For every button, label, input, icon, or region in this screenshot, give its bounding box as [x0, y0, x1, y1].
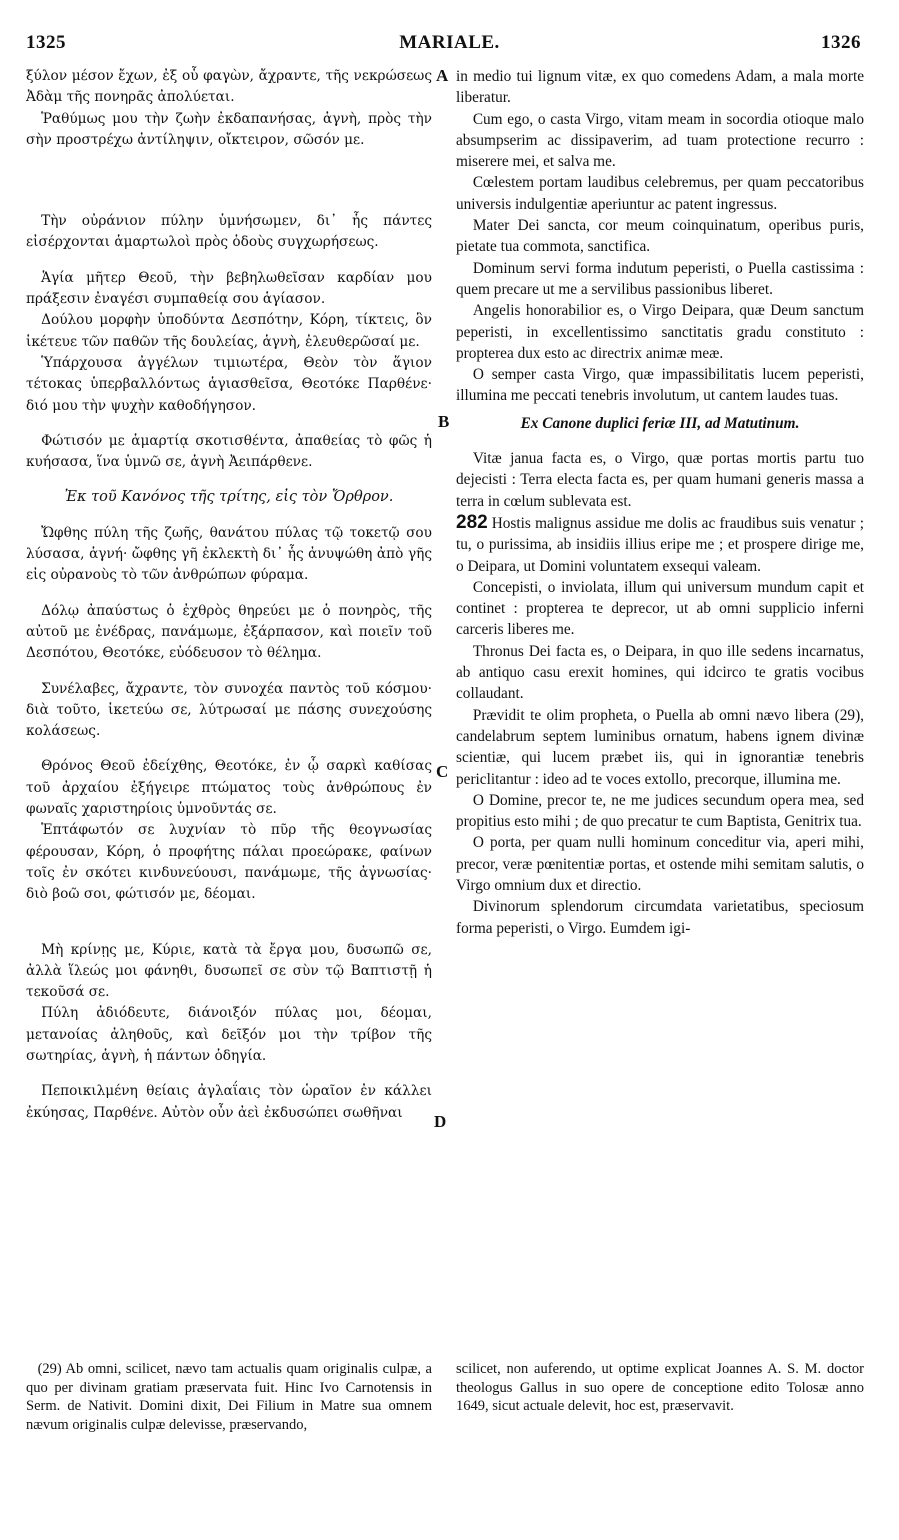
greek-paragraph: Δούλου μορφὴν ὑποδύντα Δεσπότην, Κόρη, τίκτεις, ὃν ἱκέτευε τῶν παθῶν τῆς δουλείας, ἁγνὴ, ἐλευθερῶσαί με. — [26, 312, 432, 350]
greek-paragraph: Συνέλαβες, ἄχραντε, τὸν συνοχέα παντὸς τοῦ κόσμου· διὰ τοῦτο, ἱκετεύω σε, λύτρωσαί με πάσης συνεχούσης κολάσεως. — [26, 680, 432, 740]
greek-paragraph: ξύλον μέσον ἔχων, ἐξ οὗ φαγὼν, ἄχραντε, τῆς νεκρώσεως Ἀδὰμ τῆς πονηρᾶς ἀπολύεται. — [26, 68, 432, 106]
latin-paragraph: O Domine, precor te, ne me judices secundum opera mea, sed propitius esto mihi ; de quo precatur te cum Baptista, Genitrix tua. — [456, 791, 864, 831]
latin-paragraph: Prævidit te olim propheta, o Puella ab omni nævo libera (29), candelabrum septem luminibus ornatum, habens ignem divinæ scientiæ, qui lucem præbet iis, qui in ignorantiæ tenebris periclitantur : ideo ad te voces extollo, precorque, illumina me. — [456, 706, 864, 788]
greek-paragraph: Ὑπάρχουσα ἀγγέλων τιμιωτέρα, Θεὸν τὸν ἅγιον τέτοκας ὑπερβαλλόντως ἁγιασθεῖσα, Θεοτόκε Παρθένε· διό μου τὴν ψυχὴν καθοδήγησον. — [26, 354, 432, 414]
greek-column — [26, 66, 432, 1454]
greek-paragraph: Μὴ κρίνῃς με, Κύριε, κατὰ τὰ ἔργα μου, δυσωπῶ σε, ἀλλὰ ἵλεώς μοι φάνηθι, δυσωπεῖ σε σὺν τῷ Βαπτιστῇ ἡ τεκοῦσά σε. — [26, 941, 432, 1001]
latin-paragraph: Cœlestem portam laudibus celebremus, per quam peccatoribus universis indulgentiæ aperiuntur ac patent ingressus. — [456, 174, 864, 213]
latin-section-heading: Ex Canone duplici feriæ III, ad Matutinum. — [520, 414, 800, 432]
latin-paragraph: Divinorum splendorum circumdata varietatibus, speciosum forma peperisti, o Virgo. Eumdem igi- — [456, 898, 864, 937]
latin-paragraph: Vitæ janua facta es, o Virgo, quæ portas mortis partu tuo dejecisti : Terra electa facta es, per quam humani generis massa a terra in cœlum sublevata est. — [456, 450, 864, 510]
latin-paragraph-text: Hostis malignus assidue me dolis ac fraudibus suis venatur ; tu, o purissima, ab insidiis illius eripe me ; et prospere dirige me, o Deipara, ut Domini voluntatem exsequi valeam. — [456, 514, 864, 575]
section-number: 282 — [456, 511, 488, 533]
running-title: MARIALE. — [399, 32, 500, 53]
greek-paragraph: Τὴν οὐράνιον πύλην ὑμνήσωμεν, δι᾿ ἧς πάντες εἰσέρχονται ἁμαρτωλοὶ πρὸς ὁδοὺς συγχωρήσεως. — [26, 213, 432, 251]
right-page-number: 1326 — [821, 32, 861, 53]
greek-paragraph: Ἁγία μῆτερ Θεοῦ, τὴν βεβηλωθεῖσαν καρδίαν μου πράξεσιν ἐναγέσι συμπαθείᾳ σου ἁγίασον. — [26, 269, 432, 308]
greek-paragraph: Θρόνος Θεοῦ ἐδείχθης, Θεοτόκε, ἐν ᾧ σαρκὶ καθίσας τοῦ ἀρχαίου ἐξήγειρε πτώματος τοὺς ἀνθρώπους ἐν φωναῖς χαριστηρίοις ὑμνοῦντάς σε. — [26, 758, 432, 818]
latin-paragraph: O porta, per quam nulli hominum conceditur via, aperi mihi, precor, veræ pœnitentiæ portas, et ostende mihi semitam salutis, o Virgo omnium dux et directio. — [456, 834, 864, 894]
greek-paragraph: Δόλῳ ἀπαύστως ὁ ἐχθρὸς θηρεύει με ὁ πονηρὸς, τῆς αὐτοῦ με ἐνέδρας, πανάμωμε, ἐξάρπασον, καὶ ποιεῖν τοῦ Δεσπότου, Θεοτόκε, εὐόδευσον τὸ θέλημα. — [26, 602, 432, 662]
greek-paragraph: Ἑπτάφωτόν σε λυχνίαν τὸ πῦρ τῆς θεογνωσίας φέρουσαν, Κόρη, ὁ προφήτης πάλαι προεώρακε, φαίνων τοῖς ἐν σκότει κινδυνεύουσι, πανάμωμε, τῆς ἀγνωσίας· διὸ βοῶ σοι, φώτισόν με, δέομαι. — [26, 822, 432, 903]
latin-paragraph: Thronus Dei facta es, o Deipara, in quo ille sedens incarnatus, ab antiquo casu erexit homines, qui idcirco te gratis vocibus collaudant. — [456, 642, 864, 703]
latin-paragraph: Angelis honorabilior es, o Virgo Deipara, quæ Deum sanctum peperisti, in excellentissimo sanctitatis gradu constituto : propterea dux esto ac directrix animæ meæ. — [456, 302, 864, 362]
margin-letter-b: B — [438, 412, 450, 431]
margin-letter-d: D — [434, 1112, 447, 1131]
margin-letter-c: C — [436, 762, 449, 781]
footnote-text: (29) Ab omni, scilicet, nævo tam actualis quam originalis culpæ, a quo per divinam gratiam præservata fuit. Hinc Ivo Carnotensis in Serm. de Nativit. Domini dixit, Dei Filium in Matre sua omnem nævum originalis culpæ delevisse, præservando, — [26, 1361, 432, 1433]
margin-letter-a: A — [436, 66, 449, 85]
latin-column — [456, 66, 864, 1454]
latin-paragraph: O semper casta Virgo, quæ impassibilitatis lucem peperisti, illumina me peccati tenebris involutum, ut cantem laudes tuas. — [456, 366, 864, 405]
latin-numbered-paragraph — [456, 512, 864, 577]
greek-paragraph: Ῥαθύμως μου τὴν ζωὴν ἐκδαπανήσας, ἁγνὴ, πρὸς τὴν σὴν προστρέχω ἀντίληψιν, οἴκτειρον, σῶσόν με. — [26, 110, 432, 148]
footnote-right — [456, 1360, 864, 1416]
footnote-left — [26, 1360, 432, 1434]
greek-paragraph: Φώτισόν με ἁμαρτίᾳ σκοτισθέντα, ἀπαθείας τὸ φῶς ἡ κυήσασα, ἵνα ὑμνῶ σε, ἁγνὴ Ἀειπάρθενε. — [26, 432, 432, 471]
latin-paragraph: Mater Dei sancta, cor meum coinquinatum, operibus puris, pietate tua commota, sanctifica. — [456, 217, 864, 256]
latin-paragraph: Cum ego, o casta Virgo, vitam meam in socordia otioque malo absumpserim ac dissipaverim, ad tuam protectione recurro : miserere mei, et salva me. — [456, 110, 864, 171]
latin-paragraph: Concepisti, o inviolata, illum qui universum mundum capit et continet : propterea te deprecor, ut ab omni supplicio inferni carceris liberes me. — [456, 578, 864, 639]
greek-paragraph: Πεποικιλμένη θείαις ἀγλαΐαις τὸν ὡραῖον ἐν κάλλει ἐκύησας, Παρθένε. Αὐτὸν οὖν ἀεὶ ἐκδυσώπει σωθῆναι — [26, 1083, 432, 1121]
greek-paragraph: Ὤφθης πύλη τῆς ζωῆς, θανάτου πύλας τῷ τοκετῷ σου λύσασα, ἁγνή· ὤφθης γῆ ἐκλεκτὴ δι᾿ ἧς ἀνυψώθη ἀπὸ γῆς εἰς οὐρανοὺς τὸ τῶν ἀνθρώπων φύραμα. — [26, 524, 432, 584]
left-page-number: 1325 — [26, 32, 66, 53]
latin-paragraph: Dominum servi forma indutum peperisti, o Puella castissima : quem precare ut me a servilibus passionibus liberet. — [456, 259, 864, 298]
footnote-text: scilicet, non auferendo, ut optime explicat Joannes A. S. M. doctor theologus Gallus in suo opere de conceptione edito Tolosæ anno 1649, sicut actuale delevit, hoc est, præservavit. — [456, 1361, 864, 1414]
latin-paragraph: in medio tui lignum vitæ, ex quo comedens Adam, a mala morte liberatur. — [456, 68, 864, 107]
greek-section-heading: Ἐκ τοῦ Κανόνος τῆς τρίτης, εἰς τὸν Ὄρθρον. — [64, 489, 394, 506]
greek-paragraph: Πύλη ἀδιόδευτε, διάνοιξόν πύλας μοι, δέομαι, μετανοίας ἀληθοῦς, καὶ δεῖξόν μοι τὴν τρίβον τῆς σωτηρίας, ἁγνὴ, ἡ πάντων ὁδηγία. — [26, 1005, 432, 1064]
